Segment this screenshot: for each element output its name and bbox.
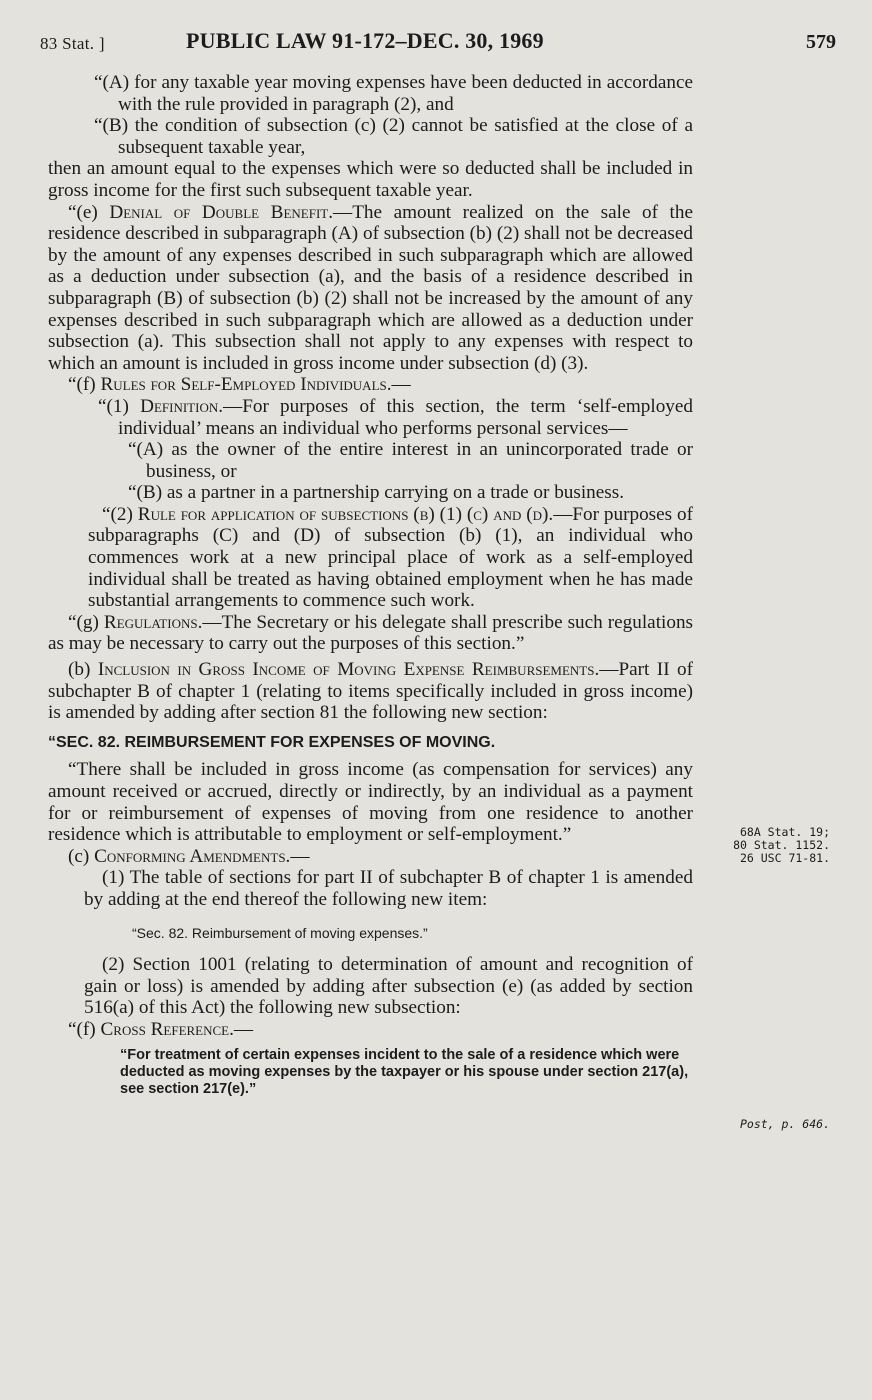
- subsection-cross-reference: [48, 1019, 693, 1041]
- section-c: [48, 846, 693, 868]
- paragraph-f2-lead: “(2): [102, 503, 138, 525]
- paragraph-f2: [48, 504, 693, 612]
- section-b: [48, 659, 693, 724]
- section-82-heading: “SEC. 82. REIMBURSEMENT FOR EXPENSES OF MOVING.: [48, 733, 496, 751]
- margin-note-post-reference: Post, p. 646.: [739, 1117, 830, 1131]
- section-c-lead: (c): [68, 845, 95, 867]
- subsection-f: [48, 374, 693, 396]
- statute-reference: 83 Stat. ]: [40, 34, 105, 53]
- subsection-e: [48, 202, 693, 375]
- paragraph-f2-title: Rule for application of subsections (b) (1) (c) and (d).: [137, 503, 554, 525]
- paragraph-c1: (1) The table of sections for part II of subchapter B of chapter 1 is amended by adding at the end thereof the following new item:: [84, 867, 693, 910]
- subsection-e-title: Denial of Double Benefit.: [109, 201, 334, 223]
- page-number: 579: [806, 31, 836, 53]
- section-b-text: —Part II of subchapter B of chapter 1 (relating to items specifically included in gross income) is amended by adding after section 81 the following new section:: [48, 659, 694, 724]
- paragraph-d-a: “(A) for any taxable year moving expenses have been deducted in accordance with the rule provided in paragraph (2), and: [94, 72, 693, 115]
- subsection-g-lead: “(g): [68, 611, 104, 633]
- subsection-f-lead: “(f): [68, 374, 101, 396]
- paragraph-d-b: “(B) the condition of subsection (c) (2) cannot be satisfied at the close of a subsequent taxable year,: [94, 115, 693, 158]
- subsection-e-text: —The amount realized on the sale of the residence described in subparagraph (A) of subsection (b) (2) shall not be decreased by the amount of any expenses described in such subparagraph which are allowed as a deduction under subsection (a), and the basis of a residence described in subparagraph (B) of subsection (b) (2) shall not be increased by the amount of any expenses described in such subparagraph which are allowed as a deduction under subsection (a). This subsection shall not apply to any expenses with respect to which an amount is included in gross income under subsection (d) (3).: [48, 201, 693, 374]
- margin-note-line: 26 USC 71-81.: [739, 851, 830, 865]
- cross-reference-text: “For treatment of certain expenses incident to the sale of a residence which were deducted as moving expenses by the taxpayer or his spouse under section 217(a), see section 217(e).”: [120, 1046, 689, 1097]
- subsection-g: [48, 612, 693, 655]
- paragraph-f1-text: —For purposes of this section, the term ‘self-employed individual’ means an individual who performs personal services—: [118, 395, 693, 439]
- section-c-title: Conforming Amendments.: [94, 845, 291, 867]
- page-header: [0, 28, 872, 58]
- section-b-title: Inclusion in Gross Income of Moving Expense Reimbursements.: [97, 659, 600, 681]
- subsection-e-lead: “(e): [68, 201, 110, 223]
- subsection-g-text: —The Secretary or his delegate shall prescribe such regulations as may be necessary to carry out the purposes of this section.”: [48, 611, 694, 655]
- margin-note-citation: [700, 826, 830, 865]
- subsection-f-text: —: [391, 374, 411, 396]
- paragraph-f2-text: —For purposes of subparagraphs (C) and (D) of subsection (b) (1), an individual who commences work at a new principal place of work as a self-employed individual shall be treated as having obtained employment when he has made substantial arrangements to commence such work.: [88, 503, 693, 612]
- section-c-text: —: [290, 845, 310, 867]
- section-82-text: “There shall be included in gross income (as compensation for services) any amount received or accrued, directly or indirectly, by an individual as a payment for or reimbursement of expenses of moving from one residence to another residence which is attributable to employment or self-employment.”: [48, 759, 693, 846]
- cross-reference-lead: “(f): [68, 1018, 101, 1040]
- margin-note-line: 68A Stat. 19;: [739, 825, 830, 839]
- cross-reference-dash: —: [233, 1018, 254, 1040]
- table-of-sections-item: “Sec. 82. Reimbursement of moving expenses.”: [132, 924, 428, 941]
- cross-reference-title: Cross Reference.: [100, 1018, 234, 1040]
- page-title: PUBLIC LAW 91-172–DEC. 30, 1969: [186, 28, 544, 53]
- paragraph-f1: [48, 396, 693, 439]
- subsection-g-title: Regulations.: [103, 611, 203, 633]
- paragraph-f1-title: Definition.: [140, 395, 224, 417]
- paragraph-f1-lead: “(1): [98, 395, 141, 417]
- margin-note-line: 80 Stat. 1152.: [733, 838, 830, 852]
- subsection-f-title: Rules for Self-Employed Individuals.: [100, 374, 392, 396]
- paragraph-d-conclusion: then an amount equal to the expenses which were so deducted shall be included in gross income for the first such subsequent taxable year.: [48, 158, 693, 201]
- document-body: [48, 72, 693, 1098]
- subparagraph-f1-b: “(B) as a partner in a partnership carrying on a trade or business.: [128, 482, 625, 504]
- section-b-lead: (b): [68, 659, 98, 681]
- paragraph-c2: (2) Section 1001 (relating to determination of amount and recognition of gain or loss) is amended by adding after subsection (e) (as added by section 516(a) of this Act) the following new subsection:: [84, 954, 693, 1019]
- subparagraph-f1-a: “(A) as the owner of the entire interest in an unincorporated trade or business, or: [128, 439, 693, 482]
